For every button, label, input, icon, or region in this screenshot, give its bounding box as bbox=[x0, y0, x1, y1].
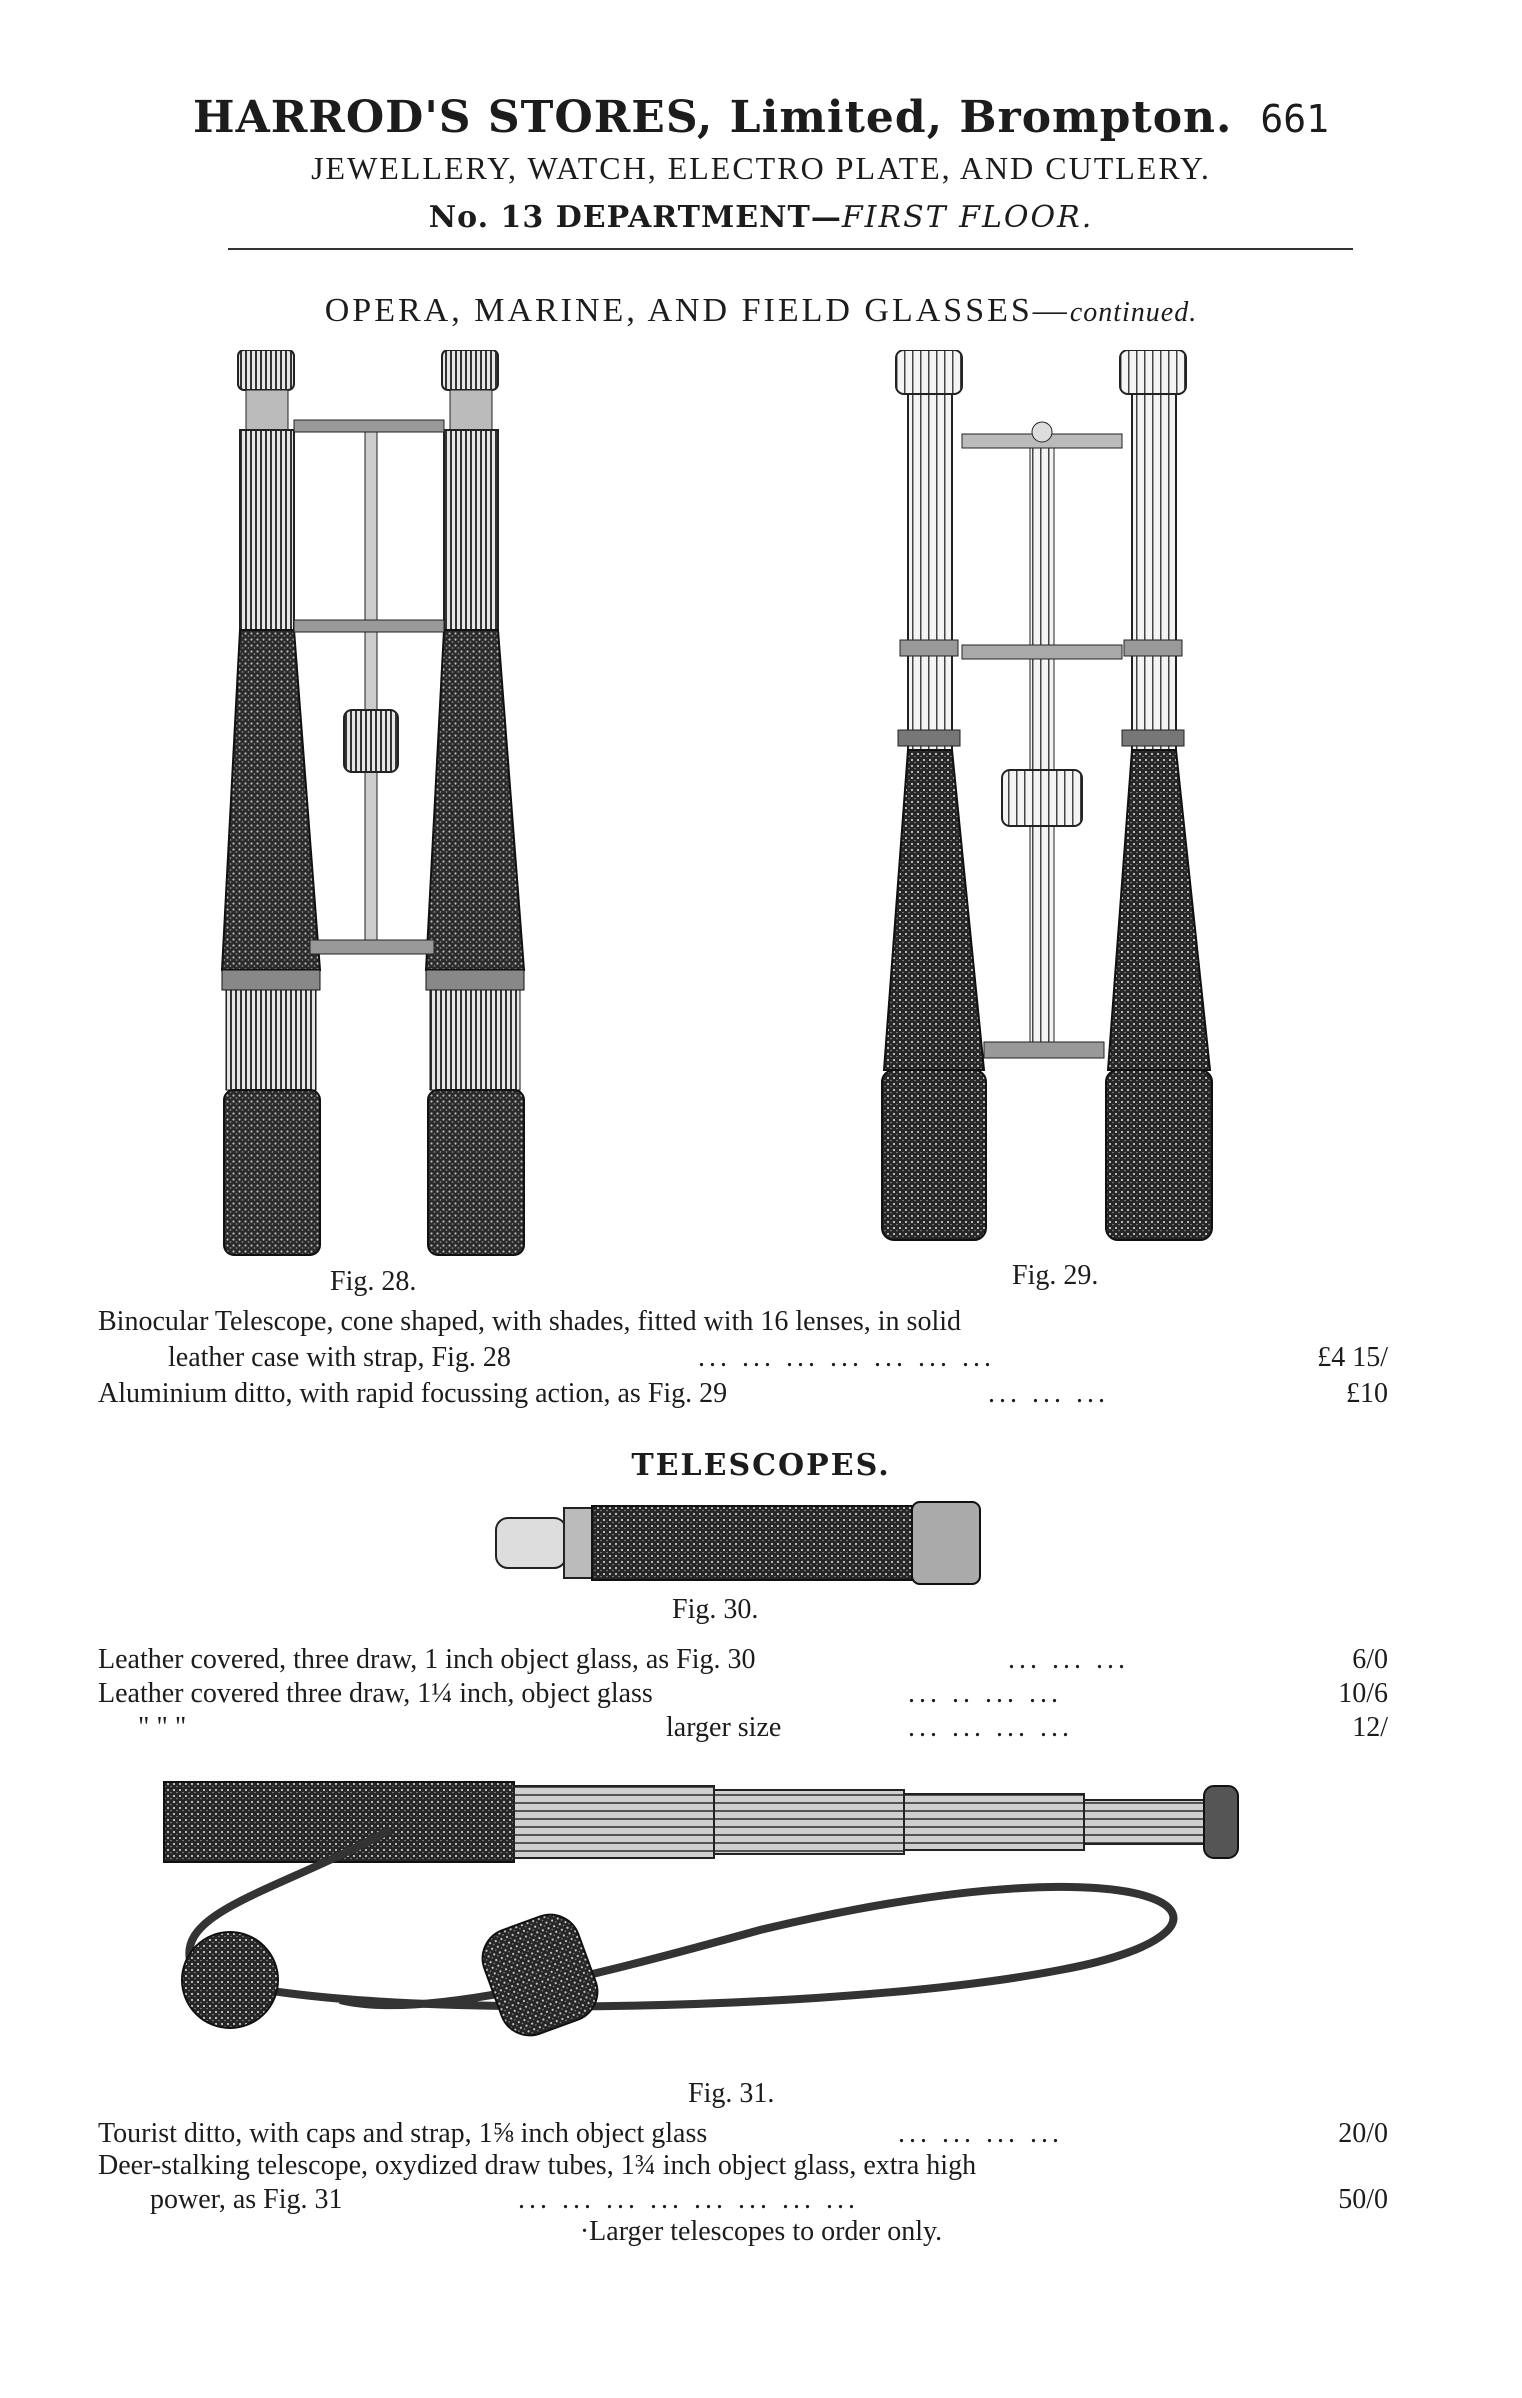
fig29-caption: Fig. 29. bbox=[1012, 1260, 1099, 1291]
item-description: power, as Fig. 31 bbox=[150, 2184, 343, 2215]
leader-dots: ... ... ... ... bbox=[908, 1712, 1073, 1743]
page-header bbox=[0, 92, 1522, 143]
department-title: JEWELLERY, WATCH, ELECTRO PLATE, AND CUTLERY. bbox=[311, 150, 1211, 186]
fig31-telescope-illustration bbox=[160, 1770, 1330, 2070]
fig28-binocular-illustration bbox=[220, 350, 560, 1260]
fig30-caption: Fig. 30. bbox=[672, 1594, 759, 1625]
fig28-caption: Fig. 28. bbox=[330, 1266, 417, 1297]
header-rule bbox=[228, 248, 1353, 250]
item-description: leather case with strap, Fig. 28 bbox=[168, 1342, 511, 1373]
item-description: larger size bbox=[666, 1712, 782, 1743]
price-row-binocular-line1 bbox=[98, 1306, 1388, 1342]
department-floor-line bbox=[0, 200, 1522, 235]
item-description: Aluminium ditto, with rapid focussing action, as Fig. 29 bbox=[98, 1378, 728, 1409]
item-price: 50/0 bbox=[1338, 2184, 1388, 2215]
leader-dots: ... ... ... ... ... ... ... bbox=[698, 1342, 995, 1373]
item-description: Deer-stalking telescope, oxydized draw tubes, 1¾ inch object glass, extra high bbox=[98, 2150, 977, 2181]
continued-label: continued. bbox=[1069, 297, 1198, 328]
item-price: 10/6 bbox=[1338, 1678, 1388, 1709]
price-row-three-draw-1quarter bbox=[98, 1678, 1388, 1714]
leader-dots: ... ... ... ... ... ... ... ... bbox=[518, 2184, 859, 2215]
price-row-deer-stalking bbox=[98, 2184, 1388, 2220]
item-description: Leather covered three draw, 1¼ inch, object glass bbox=[98, 1678, 653, 1709]
glasses-title-text: OPERA, MARINE, AND FIELD GLASSES— bbox=[324, 292, 1070, 329]
fig30-telescope-illustration bbox=[494, 1500, 984, 1586]
item-description: Leather covered, three draw, 1 inch object glass, as Fig. 30 bbox=[98, 1644, 756, 1675]
fig29-binocular-illustration bbox=[880, 350, 1240, 1250]
leader-dots: ... .. ... ... bbox=[908, 1678, 1062, 1709]
item-price: £4 15/ bbox=[1317, 1342, 1388, 1373]
price-row-aluminium bbox=[98, 1378, 1388, 1414]
department-number: No. 13 DEPARTMENT— bbox=[428, 200, 842, 235]
item-price: 6/0 bbox=[1352, 1644, 1388, 1675]
price-row-deer-stalking-line1 bbox=[98, 2150, 1388, 2186]
item-price: 20/0 bbox=[1338, 2118, 1388, 2149]
price-row-larger-size bbox=[98, 1712, 1388, 1748]
leader-dots: ... ... ... bbox=[1008, 1644, 1129, 1675]
leader-dots: ... ... ... ... bbox=[898, 2118, 1063, 2149]
ditto-marks: " " " bbox=[138, 1712, 187, 1743]
price-row-three-draw-1inch bbox=[98, 1644, 1388, 1680]
store-name: HARROD'S STORES, Limited, Brompton. bbox=[193, 92, 1233, 143]
item-price: 12/ bbox=[1352, 1712, 1388, 1743]
floor-label: FIRST FLOOR. bbox=[841, 200, 1094, 235]
price-row-tourist bbox=[98, 2118, 1388, 2154]
item-description: Tourist ditto, with caps and strap, 1⅝ inch object glass bbox=[98, 2118, 708, 2149]
larger-telescopes-note: ·Larger telescopes to order only. bbox=[579, 2216, 943, 2247]
telescopes-section-title: TELESCOPES. bbox=[631, 1448, 891, 1483]
fig31-caption: Fig. 31. bbox=[688, 2078, 775, 2109]
leader-dots: ... ... ... bbox=[988, 1378, 1109, 1409]
glasses-section-title bbox=[0, 292, 1522, 330]
item-description: Binocular Telescope, cone shaped, with shades, fitted with 16 lenses, in solid bbox=[98, 1306, 962, 1337]
price-row-binocular bbox=[98, 1342, 1388, 1378]
item-price: £10 bbox=[1346, 1378, 1388, 1409]
page-number: 661 bbox=[1260, 97, 1329, 141]
